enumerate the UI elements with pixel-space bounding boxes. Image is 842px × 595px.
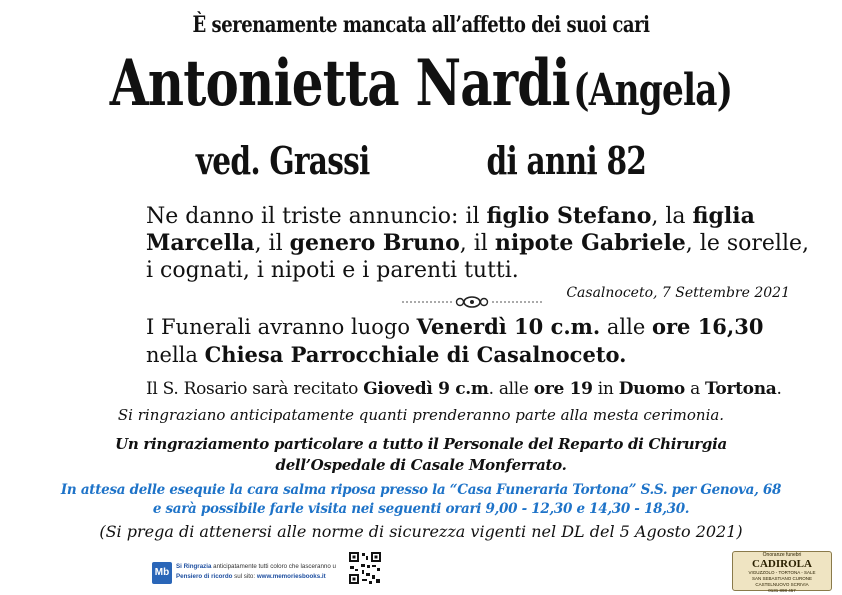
- funeral-text: I Funerali avranno luogo: [146, 315, 417, 339]
- announcement-son: figlio Stefano: [486, 203, 652, 229]
- qr-code[interactable]: [348, 551, 382, 585]
- funeral-time: ore 16,30: [651, 314, 764, 339]
- widow-age-line: [93, 138, 750, 183]
- general-thanks: Si ringraziano anticipatamente quanti prenderanno parte alla mesta cerimonia.: [117, 406, 725, 424]
- visiting-info-line: e sarà possibile farle visita nei seguenti orari 9,00 - 12,30 e 14,30 - 18,30.: [152, 501, 690, 517]
- memoriesbooks-logo: Mb: [152, 562, 172, 584]
- special-thanks-line: dell’Ospedale di Casale Monferrato.: [275, 456, 567, 474]
- rosary-info: [146, 379, 826, 399]
- special-thanks-line: Un ringraziamento particolare a tutto il Personale del Reparto di Chirurgia: [115, 435, 727, 453]
- rosary-text: a: [684, 379, 706, 399]
- announcement-text: , la: [651, 204, 693, 229]
- widow-of: ved. Grassi: [195, 138, 370, 183]
- deceased-name: Antonietta Nardi: [109, 46, 570, 121]
- rosary-text: .: [776, 379, 782, 399]
- rosary-place: Duomo: [618, 379, 685, 399]
- footer-text: sul sito:: [232, 573, 257, 580]
- funeral-day: Venerdì 10 c.m.: [416, 314, 601, 339]
- rosary-time: ore 19: [533, 379, 593, 399]
- badge-name: CADIROLA: [752, 558, 812, 570]
- rosary-text: Il S. Rosario sarà recitato: [146, 379, 364, 399]
- announcement-paragraph: [146, 203, 816, 284]
- deceased-name-line: [93, 46, 750, 121]
- rosary-text: . alle: [488, 379, 534, 399]
- safety-note: (Si prega di attenersi alle norme di sicurezza vigenti nel DL del 5 Agosto 2021): [99, 522, 743, 541]
- funeral-info: [146, 313, 826, 369]
- place-date: Casalnoceto, 7 Settembre 2021: [566, 285, 790, 301]
- rosary-day: Giovedì 9 c.m: [363, 379, 489, 399]
- deceased-nickname: (Angela): [573, 65, 733, 116]
- special-thanks: [0, 434, 842, 476]
- footer-highlight: Pensiero di ricordo: [176, 573, 233, 580]
- age: di anni 82: [486, 138, 647, 183]
- announcement-text: , il: [459, 231, 495, 256]
- visiting-info: [0, 481, 842, 519]
- badge-places: SAN SEBASTIANO CURONE: [751, 576, 812, 581]
- announcement-daughter: figlia Marcella: [146, 203, 755, 256]
- visiting-info-line: In attesa delle esequie la cara salma riposa presso la “Casa Funeraria Tortona” S.S. per Genova, 68: [60, 482, 782, 498]
- badge-places: VIGUZZOLO - TORTONA - SALE: [748, 570, 816, 575]
- rosary-text: in: [592, 379, 619, 399]
- footer-note: [176, 562, 348, 582]
- announcement-text: , il: [254, 231, 290, 256]
- intro-text: È serenamente mancata all’affetto dei suoi cari: [192, 12, 650, 38]
- rosary-city: Tortona: [705, 379, 777, 399]
- badge-subtitle: Onoranze funebri: [762, 552, 802, 558]
- funeral-church: Chiesa Parrocchiale di Casalnoceto.: [204, 342, 627, 367]
- funeral-text: alle: [600, 315, 652, 339]
- footer-highlight: Si Ringrazia: [176, 563, 212, 570]
- announcement-text: Ne danno il triste annuncio: il: [146, 204, 487, 229]
- funeral-text: nella: [146, 343, 205, 367]
- badge-places: CASTELNUOVO SCRIVIA: [755, 582, 809, 587]
- footer-site-link[interactable]: www.memoriesbooks.it: [256, 573, 326, 580]
- announcement-text: , le sorelle, i cognati, i nipoti e i parenti tutti.: [146, 231, 809, 283]
- announcement-son-in-law: genero Bruno: [289, 230, 460, 256]
- badge-phone: 0131 898 457: [768, 588, 796, 593]
- funeral-home-badge: [732, 551, 832, 591]
- footer-text: anticipatamente tutti coloro che lasceranno u: [211, 563, 336, 570]
- ornament-divider: [400, 293, 544, 311]
- announcement-grandson: nipote Gabriele: [494, 230, 686, 256]
